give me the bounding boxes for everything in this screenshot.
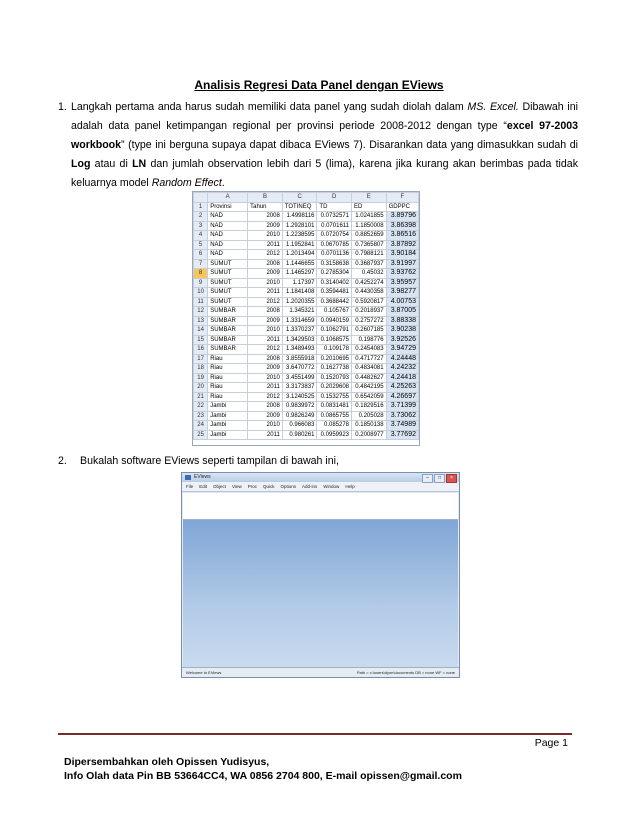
table-cell: SUMBAR [208, 335, 248, 345]
step-1 [58, 98, 578, 193]
table-cell: 4.00753 [386, 297, 418, 307]
step-number: 2. [58, 455, 67, 467]
column-letter-row [194, 193, 419, 203]
table-cell: 0.2010695 [317, 354, 352, 364]
eviews-command-window [183, 493, 458, 520]
menu-item: View [232, 484, 242, 489]
table-cell: 2011 [248, 288, 283, 298]
table-row [194, 278, 419, 288]
row-number: 13 [194, 316, 208, 326]
table-cell: 2008 [248, 259, 283, 269]
table-cell: 0.966083 [282, 421, 317, 431]
table-cell: 2012 [248, 392, 283, 402]
row-number: 7 [194, 259, 208, 269]
table-row [194, 307, 419, 317]
column-header: Provinsi [208, 202, 248, 212]
table-cell: Jambi [208, 411, 248, 421]
table-cell: 2011 [248, 430, 283, 440]
row-number: 14 [194, 326, 208, 336]
table-cell: 0.198776 [352, 335, 387, 345]
table-row [194, 297, 419, 307]
table-cell: 0.7988121 [352, 250, 387, 260]
table-cell: 3.87005 [386, 307, 418, 317]
maximize-icon: □ [434, 474, 445, 483]
table-cell: 2009 [248, 364, 283, 374]
table-cell: 2010 [248, 373, 283, 383]
table-cell: 0.1520793 [317, 373, 352, 383]
minimize-icon: – [422, 474, 433, 483]
table-cell: SUMUT [208, 297, 248, 307]
table-cell: 4.26697 [386, 392, 418, 402]
table-cell: 0.980261 [282, 430, 317, 440]
table-cell: 0.9826249 [282, 411, 317, 421]
column-letter: A [208, 193, 248, 203]
table-cell: 0.105767 [317, 307, 352, 317]
table-cell: 3.90238 [386, 326, 418, 336]
spreadsheet-image [192, 191, 420, 446]
table-cell: 2012 [248, 297, 283, 307]
table-cell: 0.0670785 [317, 240, 352, 250]
column-letter: F [386, 193, 418, 203]
column-letter: B [248, 193, 283, 203]
table-row [194, 373, 419, 383]
table-cell: 0.4717727 [352, 354, 387, 364]
footer-rule [58, 733, 572, 735]
table-cell: 0.3688442 [317, 297, 352, 307]
row-number: 6 [194, 250, 208, 260]
table-row [194, 364, 419, 374]
eviews-window-screenshot [181, 472, 460, 678]
table-cell: 0.2008977 [352, 430, 387, 440]
row-number: 9 [194, 278, 208, 288]
menu-item: Proc [247, 484, 257, 489]
footer [64, 755, 462, 783]
table-cell: 3.8555918 [282, 354, 317, 364]
table-cell: 1.2020355 [282, 297, 317, 307]
table-cell: 1.0241855 [352, 212, 387, 222]
table-cell: 0.2029608 [317, 383, 352, 393]
table-cell: 0.3158638 [317, 259, 352, 269]
table-cell: 1.2238595 [282, 231, 317, 241]
table-cell: 0.0831481 [317, 402, 352, 412]
eviews-statusbar [182, 667, 459, 677]
menu-item: Options [280, 484, 297, 489]
table-cell: 1.345321 [282, 307, 317, 317]
table-cell: 0.3687937 [352, 259, 387, 269]
table-cell: 0.3140402 [317, 278, 352, 288]
column-header: Tahun [248, 202, 283, 212]
row-number: 25 [194, 430, 208, 440]
table-cell: 0.085278 [317, 421, 352, 431]
table-cell: 3.86398 [386, 221, 418, 231]
eviews-titlebar [182, 473, 459, 482]
table-cell: 4.24448 [386, 354, 418, 364]
menu-item: File [186, 484, 194, 489]
table-cell: 0.7365807 [352, 240, 387, 250]
table-cell: 2010 [248, 278, 283, 288]
table-cell: 0.5920817 [352, 297, 387, 307]
table-cell: 3.91997 [386, 259, 418, 269]
table-cell: 2008 [248, 354, 283, 364]
page-number: Page 1 [534, 737, 568, 749]
table-cell: Riau [208, 383, 248, 393]
column-letter: E [352, 193, 387, 203]
table-cell: 2009 [248, 316, 283, 326]
table-cell: 3.94729 [386, 345, 418, 355]
table-row [194, 354, 419, 364]
table-cell: 2012 [248, 345, 283, 355]
menu-item: Window [323, 484, 340, 489]
table-cell: 2011 [248, 383, 283, 393]
row-number: 4 [194, 231, 208, 241]
table-cell: SUMBAR [208, 345, 248, 355]
column-header: TD [317, 202, 352, 212]
table-cell: 2011 [248, 240, 283, 250]
row-number: 2 [194, 212, 208, 222]
table-cell: 3.86516 [386, 231, 418, 241]
table-cell: 0.2018937 [352, 307, 387, 317]
table-cell: 0.0701611 [317, 221, 352, 231]
table-cell: 2008 [248, 212, 283, 222]
table-cell: 4.24418 [386, 373, 418, 383]
status-left: Welcome to EViews [186, 670, 222, 675]
table-cell: 1.3429503 [282, 335, 317, 345]
row-number: 16 [194, 345, 208, 355]
table-cell: 3.1240525 [282, 392, 317, 402]
table-cell: 0.8852659 [352, 231, 387, 241]
table-row [194, 383, 419, 393]
menu-item: Quick [263, 484, 275, 489]
eviews-title: EViews [194, 474, 211, 480]
table-cell: 0.2785304 [317, 269, 352, 279]
table-cell: 0.1532755 [317, 392, 352, 402]
table-cell: 2012 [248, 250, 283, 260]
table-row [194, 345, 419, 355]
table-cell: 0.4834081 [352, 364, 387, 374]
table-cell: 0.0865755 [317, 411, 352, 421]
table-cell: 3.89796 [386, 212, 418, 222]
table-cell: 2009 [248, 221, 283, 231]
eviews-menubar [182, 482, 459, 492]
row-number: 3 [194, 221, 208, 231]
table-cell: SUMUT [208, 278, 248, 288]
column-header: GDPPC [386, 202, 418, 212]
table-row [194, 221, 419, 231]
row-number: 19 [194, 373, 208, 383]
table-cell: 3.93762 [386, 269, 418, 279]
row-number: 20 [194, 383, 208, 393]
table-cell: 1.17397 [282, 278, 317, 288]
step-2 [58, 452, 578, 471]
table-cell: 2009 [248, 411, 283, 421]
table-cell: 0.6542059 [352, 392, 387, 402]
table-cell: NAD [208, 231, 248, 241]
table-cell: 0.4842195 [352, 383, 387, 393]
table-cell: 0.1062791 [317, 326, 352, 336]
table-cell: 3.88338 [386, 316, 418, 326]
table-row [194, 259, 419, 269]
table-row [194, 240, 419, 250]
eviews-workspace [183, 520, 458, 667]
table-cell: Jambi [208, 430, 248, 440]
row-number: 8 [194, 269, 208, 279]
table-cell: 1.1952841 [282, 240, 317, 250]
row-number: 23 [194, 411, 208, 421]
table-cell: SUMBAR [208, 326, 248, 336]
eviews-app-icon [185, 475, 191, 480]
footer-line-1: Dipersembahkan oleh Opissen Yudisyus, [64, 756, 270, 768]
table-cell: 3.92526 [386, 335, 418, 345]
table-cell: 1.2928101 [282, 221, 317, 231]
table-cell: SUMUT [208, 259, 248, 269]
table-cell: 0.1829516 [352, 402, 387, 412]
table-row [194, 250, 419, 260]
row-number: 21 [194, 392, 208, 402]
table-cell: 0.9839972 [282, 402, 317, 412]
table-cell: Riau [208, 373, 248, 383]
table-cell: 3.90184 [386, 250, 418, 260]
table-cell: 0.0959923 [317, 430, 352, 440]
column-letter: C [282, 193, 317, 203]
table-cell: 3.98277 [386, 288, 418, 298]
table-cell: 0.3594481 [317, 288, 352, 298]
table-cell: NAD [208, 240, 248, 250]
table-cell: 0.2757272 [352, 316, 387, 326]
row-number: 5 [194, 240, 208, 250]
row-number: 10 [194, 288, 208, 298]
table-cell: 1.3314659 [282, 316, 317, 326]
table-cell: 0.4252274 [352, 278, 387, 288]
table-cell: SUMUT [208, 288, 248, 298]
table-cell: 3.74989 [386, 421, 418, 431]
table-cell: 4.24232 [386, 364, 418, 374]
table-cell: 3.87892 [386, 240, 418, 250]
table-cell: SUMBAR [208, 307, 248, 317]
table-cell: NAD [208, 212, 248, 222]
row-number: 18 [194, 364, 208, 374]
row-number: 12 [194, 307, 208, 317]
menu-item: Edit [199, 484, 208, 489]
table-row [194, 430, 419, 440]
row-number: 17 [194, 354, 208, 364]
table-cell: NAD [208, 221, 248, 231]
status-right: Path = c:\users\dyon\documents DB = none WF = none [356, 670, 455, 675]
table-cell: 0.4430358 [352, 288, 387, 298]
table-cell: 0.45032 [352, 269, 387, 279]
row-number: 22 [194, 402, 208, 412]
step-1-text: Langkah pertama anda harus sudah memiliki data panel yang sudah diolah dalam MS. Excel. Dibawah ini adalah data panel ketimpangan regional per provinsi periode 2008-2012 dengan type “excel 97-2003 workbook” (type ini berguna supaya dapat dibaca EViews 7). Disarankan data yang dimasukkan sudah di Log atau di LN dan jumlah observation lebih dari 5 (lima), karena jika kurang akan berimbas pada tidak keluarnya model Random Effect. [71, 101, 578, 189]
table-row [194, 326, 419, 336]
table-cell: 3.3173837 [282, 383, 317, 393]
column-letter: D [317, 193, 352, 203]
table-cell: 1.1850008 [352, 221, 387, 231]
column-header: ED [352, 202, 387, 212]
row-number: 11 [194, 297, 208, 307]
table-cell: 0.0720754 [317, 231, 352, 241]
table-row [194, 335, 419, 345]
table-cell: Riau [208, 354, 248, 364]
table-cell: 0.2454083 [352, 345, 387, 355]
table-cell: Jambi [208, 421, 248, 431]
menu-item: Help [345, 484, 355, 489]
table-row [194, 411, 419, 421]
table-cell: 2010 [248, 326, 283, 336]
table-cell: 0.1068575 [317, 335, 352, 345]
table-cell: 3.6470772 [282, 364, 317, 374]
table-cell: 0.0940159 [317, 316, 352, 326]
table-row [194, 288, 419, 298]
footer-line-2: Info Olah data Pin BB 53664CC4, WA 0856 2704 800, E-mail opissen@gmail.com [64, 770, 462, 782]
table-cell: 2010 [248, 421, 283, 431]
table-cell: 0.4482627 [352, 373, 387, 383]
table-row [194, 231, 419, 241]
row-number: 15 [194, 335, 208, 345]
table-cell: 4.25263 [386, 383, 418, 393]
table-cell: 2008 [248, 402, 283, 412]
table-cell: 0.1850138 [352, 421, 387, 431]
table-row [194, 212, 419, 222]
table-cell: 2009 [248, 269, 283, 279]
table-row [194, 421, 419, 431]
table-cell: 0.0701136 [317, 250, 352, 260]
table-cell: SUMUT [208, 269, 248, 279]
table-cell: 3.4551499 [282, 373, 317, 383]
table-cell: 0.205028 [352, 411, 387, 421]
table-cell: 3.77692 [386, 430, 418, 440]
step-number: 1. [58, 101, 67, 113]
table-cell: 0.2607185 [352, 326, 387, 336]
table-row [194, 402, 419, 412]
menu-item: Object [213, 484, 227, 489]
table-cell: Riau [208, 364, 248, 374]
table-cell: 0.0732571 [317, 212, 352, 222]
table-cell: 0.109178 [317, 345, 352, 355]
table-cell: 1.3489493 [282, 345, 317, 355]
header-row: 1 Provinsi Tahun TOTINEQ TD ED GDPPC [194, 202, 419, 212]
table-cell: 2011 [248, 335, 283, 345]
table-cell: 2008 [248, 307, 283, 317]
table-cell: 1.4998116 [282, 212, 317, 222]
table-cell: 1.3370237 [282, 326, 317, 336]
page-title: Analisis Regresi Data Panel dengan EViews [194, 78, 444, 92]
table-cell: 1.1465297 [282, 269, 317, 279]
table-row [194, 269, 419, 279]
table-cell: 3.71399 [386, 402, 418, 412]
table-cell: Riau [208, 392, 248, 402]
table-cell: NAD [208, 250, 248, 260]
step-2-text: Bukalah software EViews seperti tampilan di bawah ini, [80, 455, 339, 467]
menu-item: Add-ins [302, 484, 318, 489]
row-number: 24 [194, 421, 208, 431]
table-cell: 1.1841408 [282, 288, 317, 298]
column-header: TOTINEQ [282, 202, 317, 212]
table-cell: 1.1446655 [282, 259, 317, 269]
table-cell: 1.2013494 [282, 250, 317, 260]
table-cell: Jambi [208, 402, 248, 412]
table-cell: 3.73062 [386, 411, 418, 421]
table-cell: SUMBAR [208, 316, 248, 326]
close-icon: × [446, 474, 457, 483]
table-cell: 0.1627738 [317, 364, 352, 374]
table-row [194, 316, 419, 326]
table-cell: 3.95957 [386, 278, 418, 288]
table-row [194, 392, 419, 402]
table-cell: 2010 [248, 231, 283, 241]
